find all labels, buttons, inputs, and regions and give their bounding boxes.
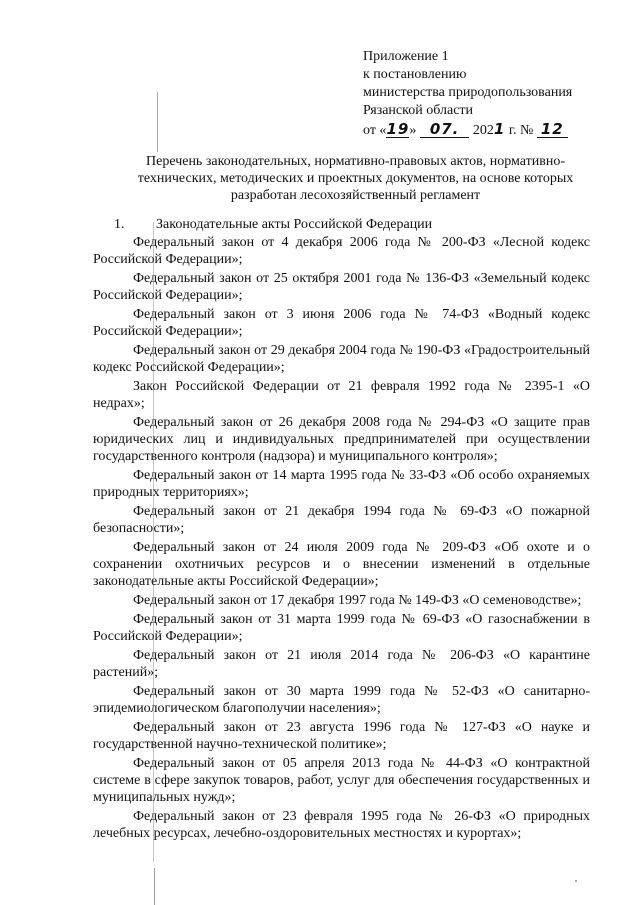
date-prefix: от « [363,123,387,138]
scan-margin-line [153,222,154,862]
date-year-prefix: 202 [469,123,494,138]
law-item: Федеральный закон от 14 марта 1995 года № 33-ФЗ «Об особо охраняемых природных территориях»; [93,468,590,500]
scan-dot [575,880,577,882]
law-item: Федеральный закон от 24 июля 2009 года № 209-ФЗ «Об охоте и о сохранении охотничьих ресурсов и о внесении изменений в отдельные законодательные акты Российской Федерации»; [93,540,590,589]
law-item: Федеральный закон от 29 декабря 2004 года № 190-ФЗ «Градостроительный кодекс Российской Федерации»; [93,343,590,375]
law-item: Федеральный закон от 23 февраля 1995 года № 26-ФЗ «О природных лечебных ресурсах, лечебно-оздоровительных местностях и курортах»; [93,809,590,841]
section-number: 1. [114,217,125,232]
date-day: 19 [386,120,410,138]
appendix-title: Приложение 1 [363,49,449,64]
appendix-date-line [363,120,633,140]
law-item: Федеральный закон от 25 октября 2001 года № 136-ФЗ «Земельный кодекс Российской Федерации»; [93,271,590,303]
scan-margin-line [154,868,155,905]
document-number: 12 [537,122,568,138]
law-item: Федеральный закон от 30 марта 1999 года № 52-ФЗ «О санитарно-эпидемиологическом благополучии населения»; [93,684,590,716]
scan-margin-line [157,92,158,152]
date-sep: » [409,123,420,138]
law-item: Федеральный закон от 23 августа 1996 года № 127-ФЗ «О науке и государственной научно-технической политике»; [93,720,590,752]
law-item: Федеральный закон от 21 июля 2014 года № 206-ФЗ «О карантине растений»; [93,648,590,680]
law-item: Федеральный закон от 26 декабря 2008 года № 294-ФЗ «О защите прав юридических лиц и индивидуальных предпринимателей при осуществлении государственного контроля (надзора) и муниципального контроля»; [93,415,590,464]
law-item: Федеральный закон от 4 декабря 2006 года № 200-ФЗ «Лесной кодекс Российской Федерации»; [93,235,590,267]
date-year-digit: 1 [493,120,506,138]
document-title: Перечень законодательных, нормативно-правовых актов, нормативно-технических, методических и проектных документов, на основе которых разработан лесохозяйственный регламент [137,154,574,203]
law-item: Федеральный закон от 21 декабря 1994 года № 69-ФЗ «О пожарной безопасности»; [93,504,590,536]
section-heading [93,216,590,233]
appendix-block [363,48,633,140]
date-month: 07. [420,122,470,138]
document-body [93,216,590,844]
date-suffix: г. № [505,123,537,138]
law-item: Закон Российской Федерации от 21 февраля 1992 года № 2395-1 «О недрах»; [93,379,590,411]
appendix-region: Рязанской области [363,103,474,118]
appendix-ref: к постановлению [363,67,467,82]
law-item: Федеральный закон от 3 июня 2006 года № 74-ФЗ «Водный кодекс Российской Федерации»; [93,307,590,339]
appendix-ministry: министерства природопользования [363,85,573,100]
law-item: Федеральный закон от 05 апреля 2013 года № 44-ФЗ «О контрактной системе в сфере закупок товаров, работ, услуг для обеспечения государственных и муниципальных нужд»; [93,756,590,805]
law-item: Федеральный закон от 31 марта 1999 года № 69-ФЗ «О газоснабжении в Российской Федерации»; [93,612,590,644]
section-title: Законодательные акты Российской Федерации [156,217,433,232]
law-item: Федеральный закон от 17 декабря 1997 года № 149-ФЗ «О семеноводстве»; [133,593,582,608]
